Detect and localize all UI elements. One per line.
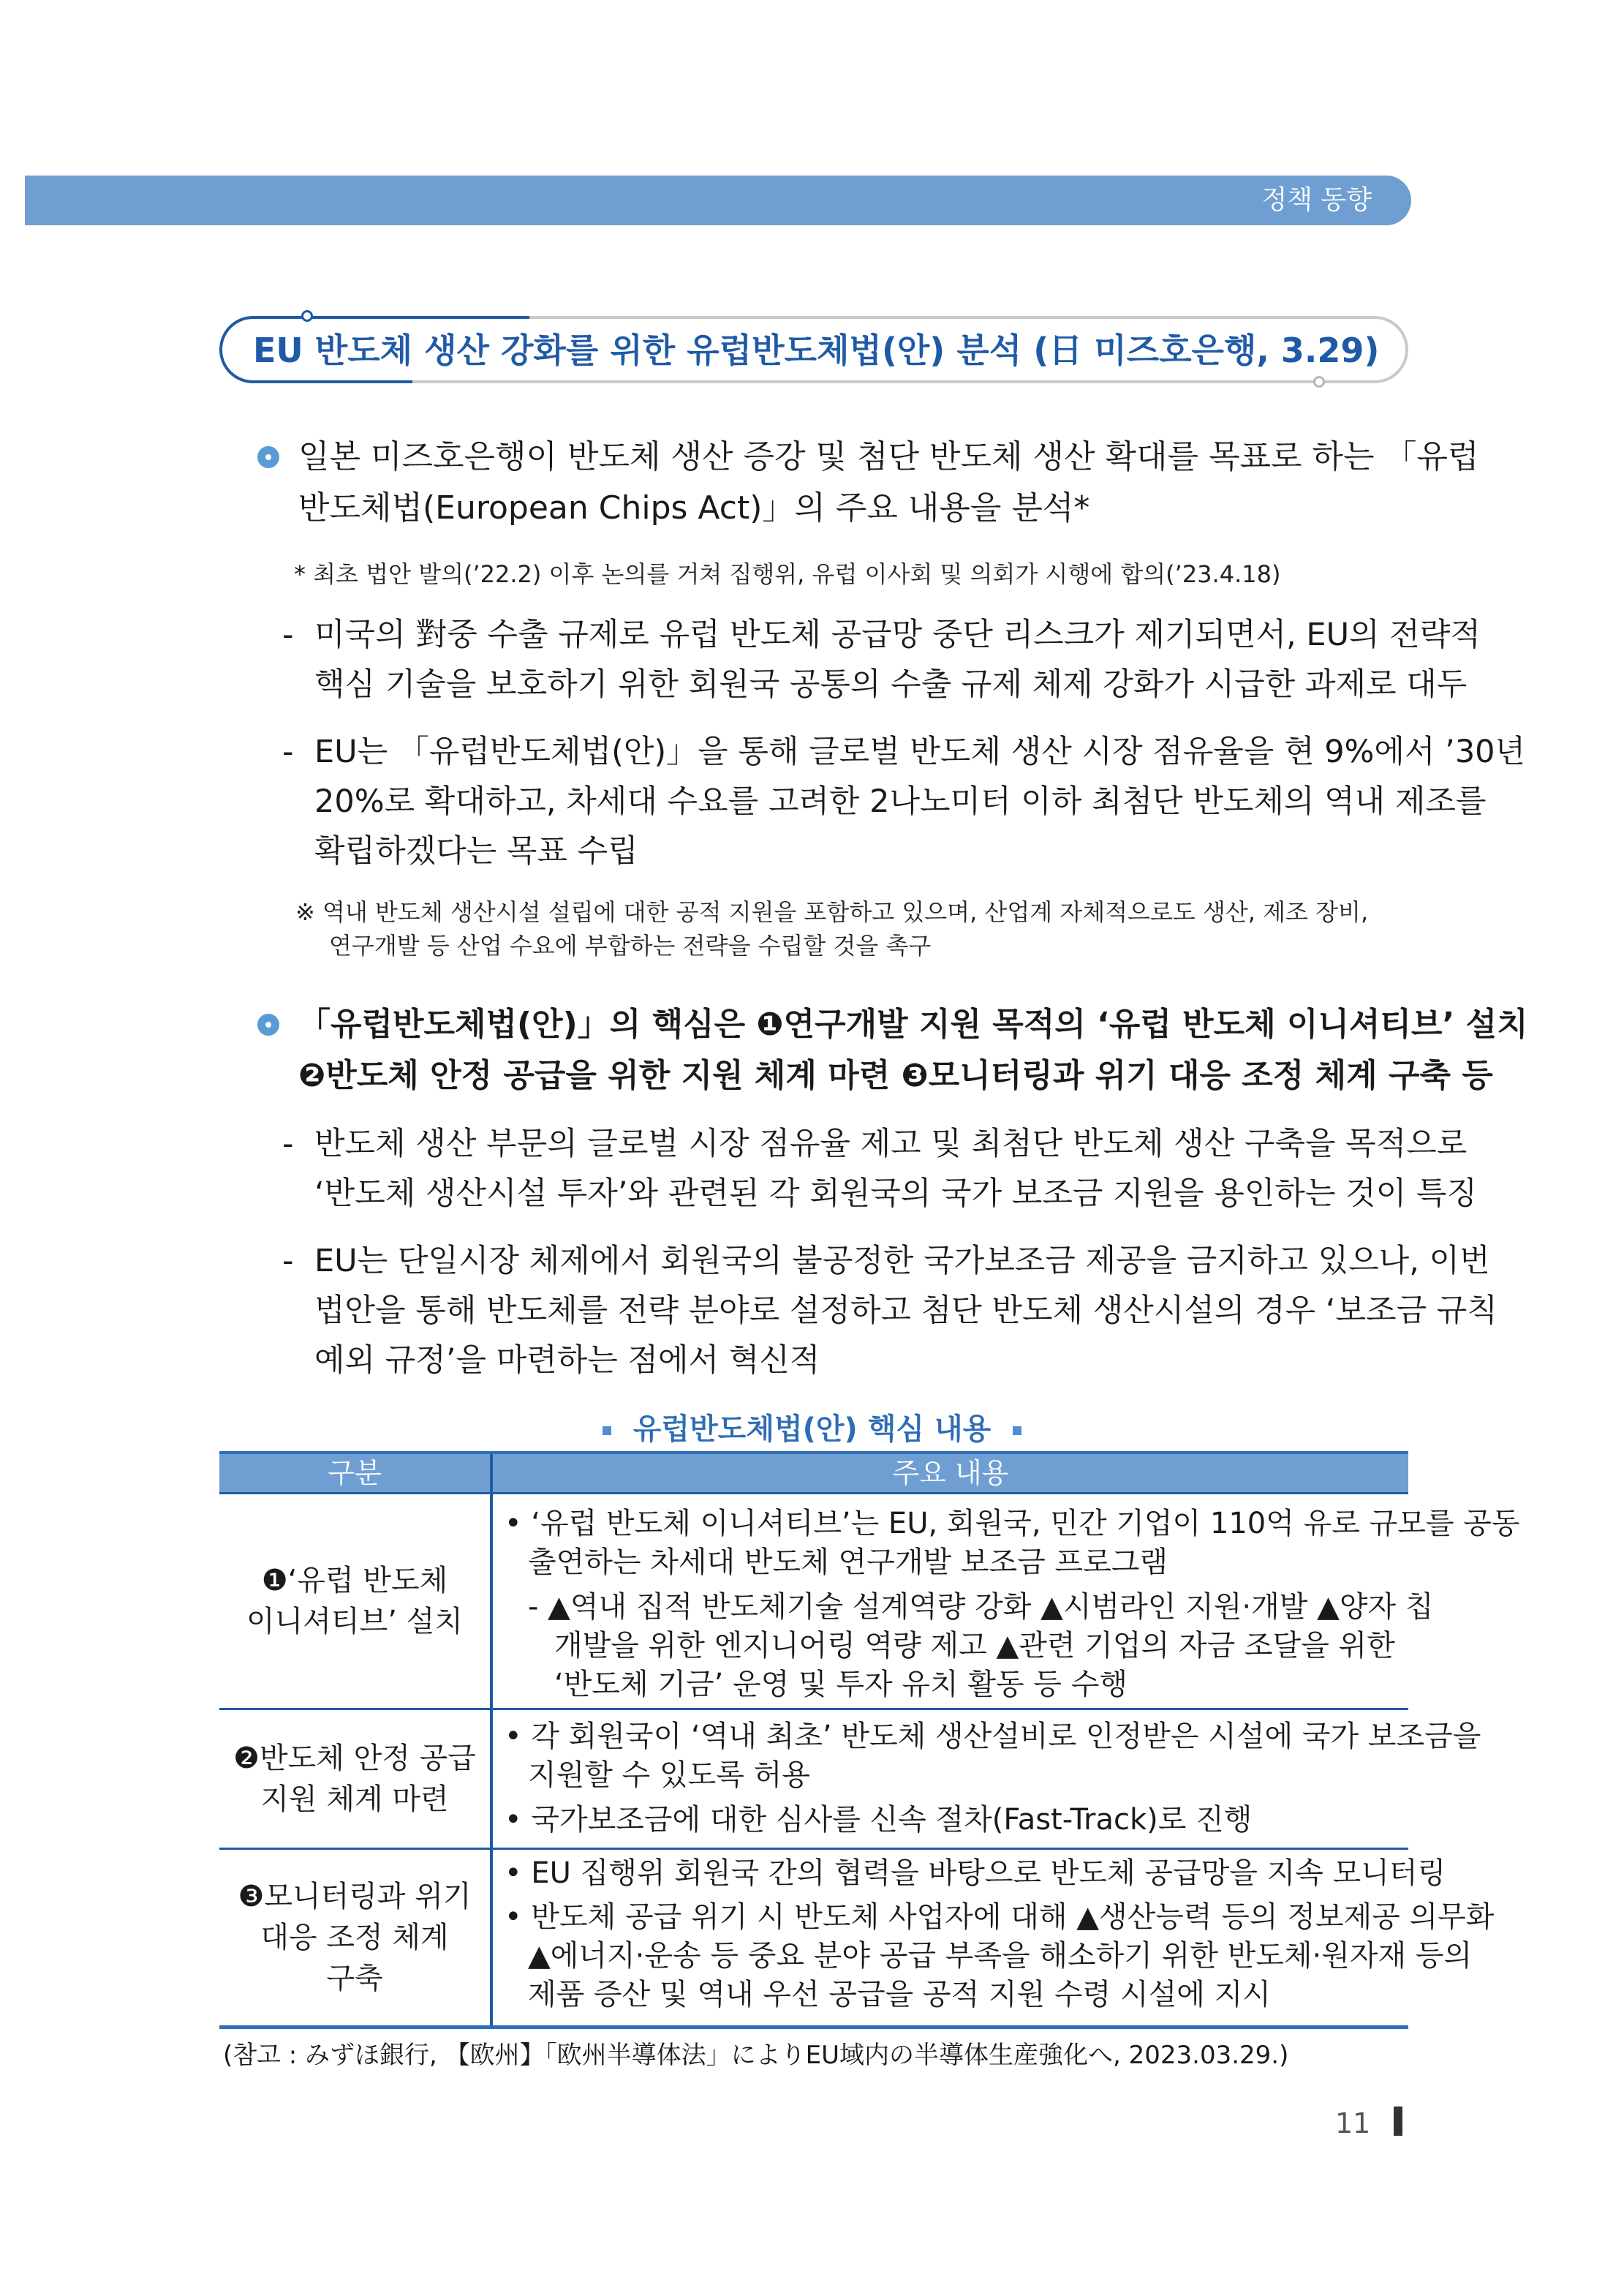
section1-sub2-line1: EU는 「유럽반도체법(안)」을 통해 글로벌 반도체 생산 시장 점유율을 현 9%에서 ’30년 — [314, 734, 1526, 770]
table-header-content: 주요 내용 — [493, 1454, 1408, 1492]
row-content — [493, 1494, 1520, 1708]
bullet-icon — [257, 1014, 279, 1036]
content-line: 제품 증산 및 역내 우선 공급을 공적 지원 수령 시설에 지시 — [528, 1978, 1271, 2011]
section1-lead-line1: 일본 미즈호은행이 반도체 생산 증강 및 첨단 반도체 생산 확대를 목표로 하는 「유럽 — [298, 438, 1479, 475]
content-line: • 국가보조금에 대한 심사를 신속 절차(Fast-Track)로 진행 — [505, 1803, 1253, 1837]
title-knob-left — [301, 310, 313, 322]
table-caption-text: 유럽반도체법(안) 핵심 내용 — [632, 1412, 992, 1446]
section2-sub2-line3: 예외 규정’을 마련하는 점에서 혁신적 — [314, 1342, 820, 1379]
section2-lead-line2: ❷반도체 안정 공급을 위한 지원 체계 마련 ❸모니터링과 위기 대응 조정 체계 구축 등 — [298, 1057, 1493, 1094]
content-line: • 반도체 공급 위기 시 반도체 사업자에 대해 ▲생산능력 등의 정보제공 의무화 — [505, 1900, 1495, 1934]
row-content — [493, 1710, 1481, 1848]
section1-lead-line2: 반도체법(European Chips Act)」의 주요 내용을 분석* — [298, 489, 1090, 527]
table-header-category: 구분 — [219, 1454, 490, 1492]
row-category-line: ❸모니터링과 위기 — [238, 1880, 472, 1913]
section2-sub1-line1: 반도체 생산 부문의 글로벌 시장 점유율 제고 및 최첨단 반도체 생산 구축을 목적으로 — [314, 1126, 1468, 1162]
content-line: - ▲역내 집적 반도체기술 설계역량 강화 ▲시범라인 지원·개발 ▲양자 칩 — [528, 1590, 1434, 1624]
page-title: EU 반도체 생산 강화를 위한 유럽반도체법(안) 분석 (日 미즈호은행, 3.29) — [253, 331, 1380, 370]
row-category-line: 지원 체계 마련 — [260, 1782, 449, 1816]
section2-sub2-line2: 법안을 통해 반도체를 전략 분야로 설정하고 첨단 반도체 생산시설의 경우 ‘보조금 규칙 — [314, 1292, 1498, 1329]
content-line: 출연하는 차세대 반도체 연구개발 보조금 프로그램 — [528, 1546, 1168, 1579]
title-accent-line — [252, 316, 529, 319]
content-line: ‘반도체 기금’ 운영 및 투자 유치 활동 등 수행 — [554, 1668, 1128, 1701]
content-line: • ‘유럽 반도체 이니셔티브’는 EU, 회원국, 민간 기업이 110억 유로 규모를 공동 — [505, 1507, 1520, 1540]
table-bottom-rule — [219, 2025, 1408, 2029]
page-marker-bar — [1394, 2107, 1402, 2136]
content-line: ▲에너지·운송 등 중요 분야 공급 부족을 해소하기 위한 반도체·원자재 등의 — [528, 1939, 1473, 1973]
section1-footnote: * 최초 법안 발의(’22.2) 이후 논의를 거쳐 집행위, 유럽 이사회 및 의회가 시행에 합의(’23.4.18) — [294, 560, 1281, 588]
content-line: 지원할 수 있도록 허용 — [528, 1758, 810, 1792]
title-knob-right — [1313, 376, 1325, 388]
section-label: 정책 동향 — [1261, 185, 1372, 215]
section1-sub2-line3: 확립하겠다는 목표 수립 — [314, 833, 638, 870]
row-content — [493, 1850, 1495, 2025]
table-row — [219, 1494, 1520, 1708]
section1-sub1-line1: 미국의 對중 수출 규제로 유럽 반도체 공급망 중단 리스크가 제기되면서, EU의 전략적 — [314, 617, 1481, 653]
section2-sub2-line1: EU는 단일시장 체제에서 회원국의 불공정한 국가보조금 제공을 금지하고 있으나, 이번 — [314, 1243, 1490, 1279]
section1-sub1-line2: 핵심 기술을 보호하기 위한 회원국 공통의 수출 규제 체제 강화가 시급한 과제로 대두 — [314, 666, 1468, 703]
source-citation: (참고 : みずほ銀行, 【欧州】「欧州半導体法」によりEU域内の半導体生産強化へ, 2023.03.29.) — [223, 2041, 1289, 2070]
dash-icon: - — [282, 1243, 294, 1279]
row-category — [219, 1710, 490, 1848]
core-content-table — [219, 1454, 1520, 2025]
table-row — [219, 1850, 1495, 2025]
row-category — [219, 1494, 490, 1708]
content-line: 개발을 위한 엔지니어링 역량 제고 ▲관련 기업의 자금 조달을 위한 — [554, 1629, 1395, 1663]
section1-sub2-line2: 20%로 확대하고, 차세대 수요를 고려한 2나노미터 이하 최첨단 반도체의 역내 제조를 — [314, 783, 1487, 820]
section2-sub1-line2: ‘반도체 생산시설 투자’와 관련된 각 회원국의 국가 보조금 지원을 용인하는 것이 특징 — [314, 1175, 1477, 1212]
caption-square-icon — [1013, 1426, 1021, 1435]
row-category-line: 대응 조정 체계 — [260, 1921, 449, 1954]
section1-note-line2: 연구개발 등 산업 수요에 부합하는 전략을 수립할 것을 촉구 — [329, 932, 932, 960]
dash-icon: - — [282, 734, 294, 770]
table-caption — [0, 1410, 1624, 1448]
row-category-line: ❶‘유럽 반도체 — [261, 1564, 448, 1597]
table-row — [219, 1710, 1481, 1848]
dash-icon: - — [282, 1126, 294, 1162]
page-number: 11 — [1335, 2107, 1371, 2139]
row-category-line: 구축 — [326, 1962, 383, 1995]
row-category — [219, 1850, 490, 2025]
section1-note-line1: ※ 역내 반도체 생산시설 설립에 대한 공적 지원을 포함하고 있으며, 산업계 자체적으로도 생산, 제조 장비, — [295, 898, 1369, 926]
dash-icon: - — [282, 617, 294, 653]
row-category-line: 이니셔티브’ 설치 — [246, 1605, 463, 1638]
content-line: • 각 회원국이 ‘역내 최초’ 반도체 생산설비로 인정받은 시설에 국가 보조금을 — [505, 1720, 1481, 1753]
row-category-line: ❷반도체 안정 공급 — [233, 1742, 476, 1775]
content-line: • EU 집행위 회원국 간의 협력을 바탕으로 반도체 공급망을 지속 모니터링 — [505, 1856, 1446, 1890]
caption-square-icon — [603, 1426, 611, 1435]
section2-lead-line1: 「유럽반도체법(안)」의 핵심은 ❶연구개발 지원 목적의 ‘유럽 반도체 이니셔티브’ 설치 — [298, 1006, 1528, 1043]
bullet-icon — [257, 446, 279, 468]
header-bar — [25, 176, 1411, 225]
title-accent-bottom — [252, 380, 412, 383]
